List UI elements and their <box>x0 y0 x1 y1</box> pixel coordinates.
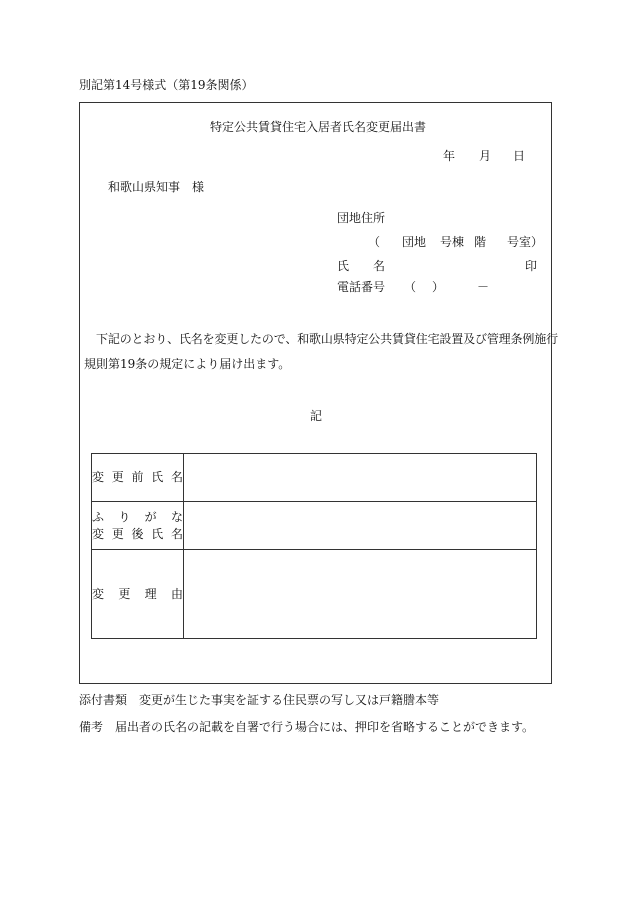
record-table <box>91 453 537 639</box>
label-char: 名 <box>170 470 183 484</box>
phone-close-paren: ） <box>432 280 445 294</box>
ki-heading: 記 <box>310 409 323 423</box>
date-month: 月 <box>479 149 492 163</box>
form-title: 特定公共賃貸住宅入居者氏名変更届出書 <box>210 120 427 134</box>
date-day: 日 <box>513 149 526 163</box>
label-char: 後 <box>131 526 144 541</box>
unit-goto: 号棟 <box>440 235 465 249</box>
label-char: ふ <box>92 509 105 524</box>
field-name-before[interactable] <box>184 454 537 502</box>
label-char: 更 <box>111 526 124 541</box>
label-char: 変 <box>92 526 105 541</box>
body-text-line-1: 下記のとおり、氏名を変更したので、和歌山県特定公共賃貸住宅設置及び管理条例施行 <box>96 332 558 346</box>
form-number: 別記第14号様式（第19条関係） <box>79 78 254 92</box>
address-label: 団地住所 <box>337 211 386 225</box>
unit-open-paren: （ <box>368 235 381 249</box>
label-char: 氏 <box>151 526 164 541</box>
unit-danchi: 団地 <box>402 235 427 249</box>
label-char: 由 <box>170 586 183 601</box>
body-text-line-2: 規則第19条の規定により届け出ます。 <box>84 357 291 371</box>
label-char: が <box>144 509 157 524</box>
label-char: り <box>118 509 131 524</box>
label-char: 理 <box>144 586 157 601</box>
phone-label: 電話番号 <box>337 280 386 294</box>
field-reason[interactable] <box>184 550 537 639</box>
field-name-after[interactable] <box>184 502 537 550</box>
label-name-after <box>92 502 184 550</box>
label-char: 変 <box>92 586 105 601</box>
table-row <box>92 550 537 639</box>
name-label-first: 氏 <box>337 259 350 273</box>
table-row <box>92 502 537 550</box>
remarks-note: 備考 届出者の氏名の記載を自署で行う場合には、押印を省略することができます。 <box>79 720 535 734</box>
unit-kai: 階 <box>474 235 487 249</box>
seal-mark: 印 <box>525 259 538 273</box>
name-label-second: 名 <box>373 259 386 273</box>
table-row <box>92 454 537 502</box>
label-char: 更 <box>118 586 131 601</box>
addressee: 和歌山県知事 様 <box>108 180 205 194</box>
unit-goshitsu: 号室） <box>507 235 544 249</box>
phone-open-paren: （ <box>404 280 417 294</box>
label-reason <box>92 550 184 639</box>
label-char: 更 <box>111 470 124 484</box>
attachment-note: 添付書類 変更が生じた事実を証する住民票の写し又は戸籍謄本等 <box>79 693 440 707</box>
body-text <box>84 327 558 377</box>
date-year: 年 <box>443 149 456 163</box>
label-char: 前 <box>131 470 144 484</box>
label-char: な <box>170 509 183 524</box>
label-char: 名 <box>170 526 183 541</box>
label-name-before <box>92 454 184 502</box>
label-char: 変 <box>92 470 105 484</box>
label-char: 氏 <box>151 470 164 484</box>
phone-dash: － <box>477 280 490 294</box>
